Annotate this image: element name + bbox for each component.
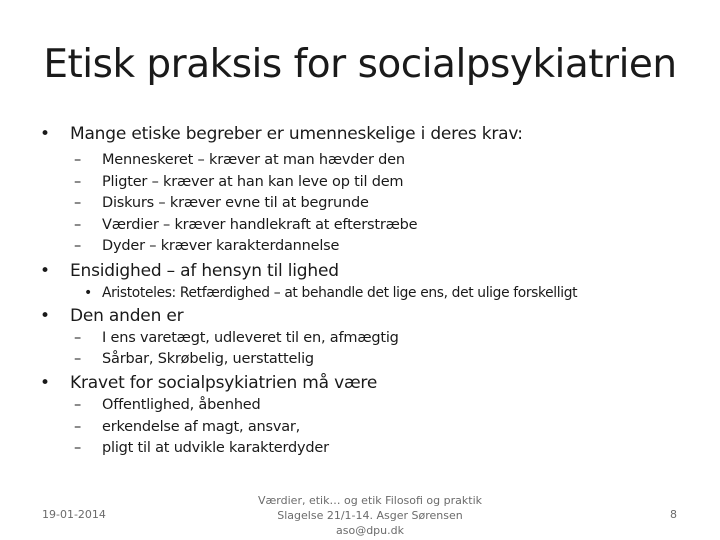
slide-title: Etisk praksis for socialpsykiatrien [43,42,677,87]
dash-marker: – [74,397,82,413]
page-number: 8 [670,508,677,521]
footer-center [220,493,520,538]
bullet-item-2: Ensidighed – af hensyn til lighed [70,261,339,281]
bullet-item-4: Kravet for socialpsykiatrien må være [70,373,378,393]
bullet-marker: • [40,306,51,326]
dash-marker: – [74,238,82,254]
dash-marker: – [74,440,82,456]
sub-item: Værdier – kræver handlekraft at efterstræbe [102,217,418,233]
sub-item: Sårbar, Skrøbelig, uerstattelig [102,351,314,367]
sub-item: I ens varetægt, udleveret til en, afmægtig [102,330,399,346]
bullet-marker: • [40,124,51,144]
sub-item: Offentlighed, åbenhed [102,397,261,413]
dash-marker: – [74,217,82,233]
sub-item: Menneskeret – kræver at man hævder den [102,152,405,168]
dash-marker: – [74,174,82,190]
sub-item: Aristoteles: Retfærdighed – at behandle det lige ens, det ulige forskelligt [102,285,578,301]
dash-marker: – [74,419,82,435]
footer-date: 19-01-2014 [42,508,106,521]
bullet-item-1: Mange etiske begreber er umenneskelige i deres krav: [70,124,523,144]
footer-line: Slagelse 21/1-14. Asger Sørensen [277,509,463,522]
dash-marker: – [74,351,82,367]
dash-marker: – [74,152,82,168]
sub-item: Pligter – kræver at han kan leve op til dem [102,174,404,190]
dash-marker: – [74,330,82,346]
sub-item: pligt til at udvikle karakterdyder [102,440,329,456]
bullet-marker: • [40,373,51,393]
sub-bullet-marker: • [84,285,93,301]
sub-item: Diskurs – kræver evne til at begrunde [102,195,369,211]
bullet-marker: • [40,261,51,281]
dash-marker: – [74,195,82,211]
sub-item: Dyder – kræver karakterdannelse [102,238,340,254]
sub-item: erkendelse af magt, ansvar, [102,419,301,435]
bullet-item-3: Den anden er [70,306,184,326]
footer-email: aso@dpu.dk [336,524,404,537]
footer-line: Værdier, etik… og etik Filosofi og praktik [257,494,482,507]
